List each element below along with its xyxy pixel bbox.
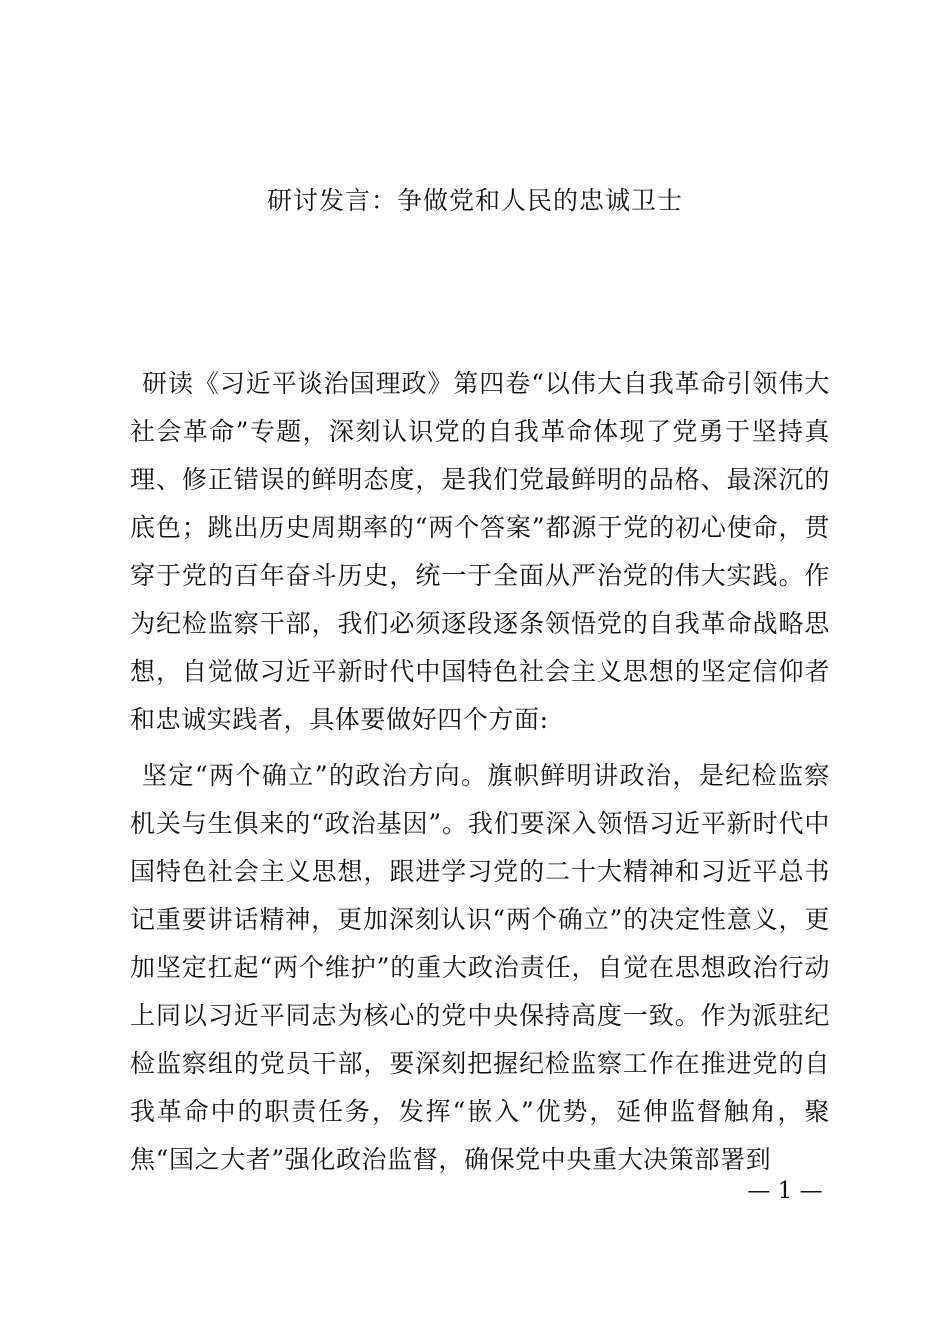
page-title: 研讨发言：争做党和人民的忠诚卫士 bbox=[266, 186, 683, 215]
body-paragraph-1: 研读《习近平谈治国理政》第四卷“以伟大自我革命引领伟大社会革命”专题，深刻认识党的自我革命体现了党勇于坚持真理、修正错误的鲜明态度，是我们党最鲜明的品格、最深沉的底色；跳出历史周期率的“两个答案”都源于党的初心使命，贯穿于党的百年奋斗历史，统一于全面从严治党的伟大实践。作为纪检监察干部，我们必须逐段逐条领悟党的自我革命战略思想，自觉做习近平新时代中国特色社会主义思想的坚定信仰者和忠诚实践者，具体要做好四个方面: bbox=[130, 369, 830, 734]
body-paragraph-2: 坚定“两个确立”的政治方向。旗帜鲜明讲政治，是纪检监察机关与生俱来的“政治基因”。我们要深入领悟习近平新时代中国特色社会主义思想，跟进学习党的二十大精神和习近平总书记重要讲话精神，更加深刻认识“两个确立”的决定性意义，更加坚定扛起“两个维护”的重大政治责任，自觉在思想政治行动上同以习近平同志为核心的党中央保持高度一致。作为派驻纪检监察组的党员干部，要深刻把握纪检监察工作在推进党的自我革命中的职责任务，发挥“嵌入”优势，延伸监督触角，聚焦“国之大者”强化政治监督，确保党中央重大决策部署到 bbox=[130, 761, 830, 1174]
page-number: — 1 — bbox=[747, 1178, 823, 1204]
